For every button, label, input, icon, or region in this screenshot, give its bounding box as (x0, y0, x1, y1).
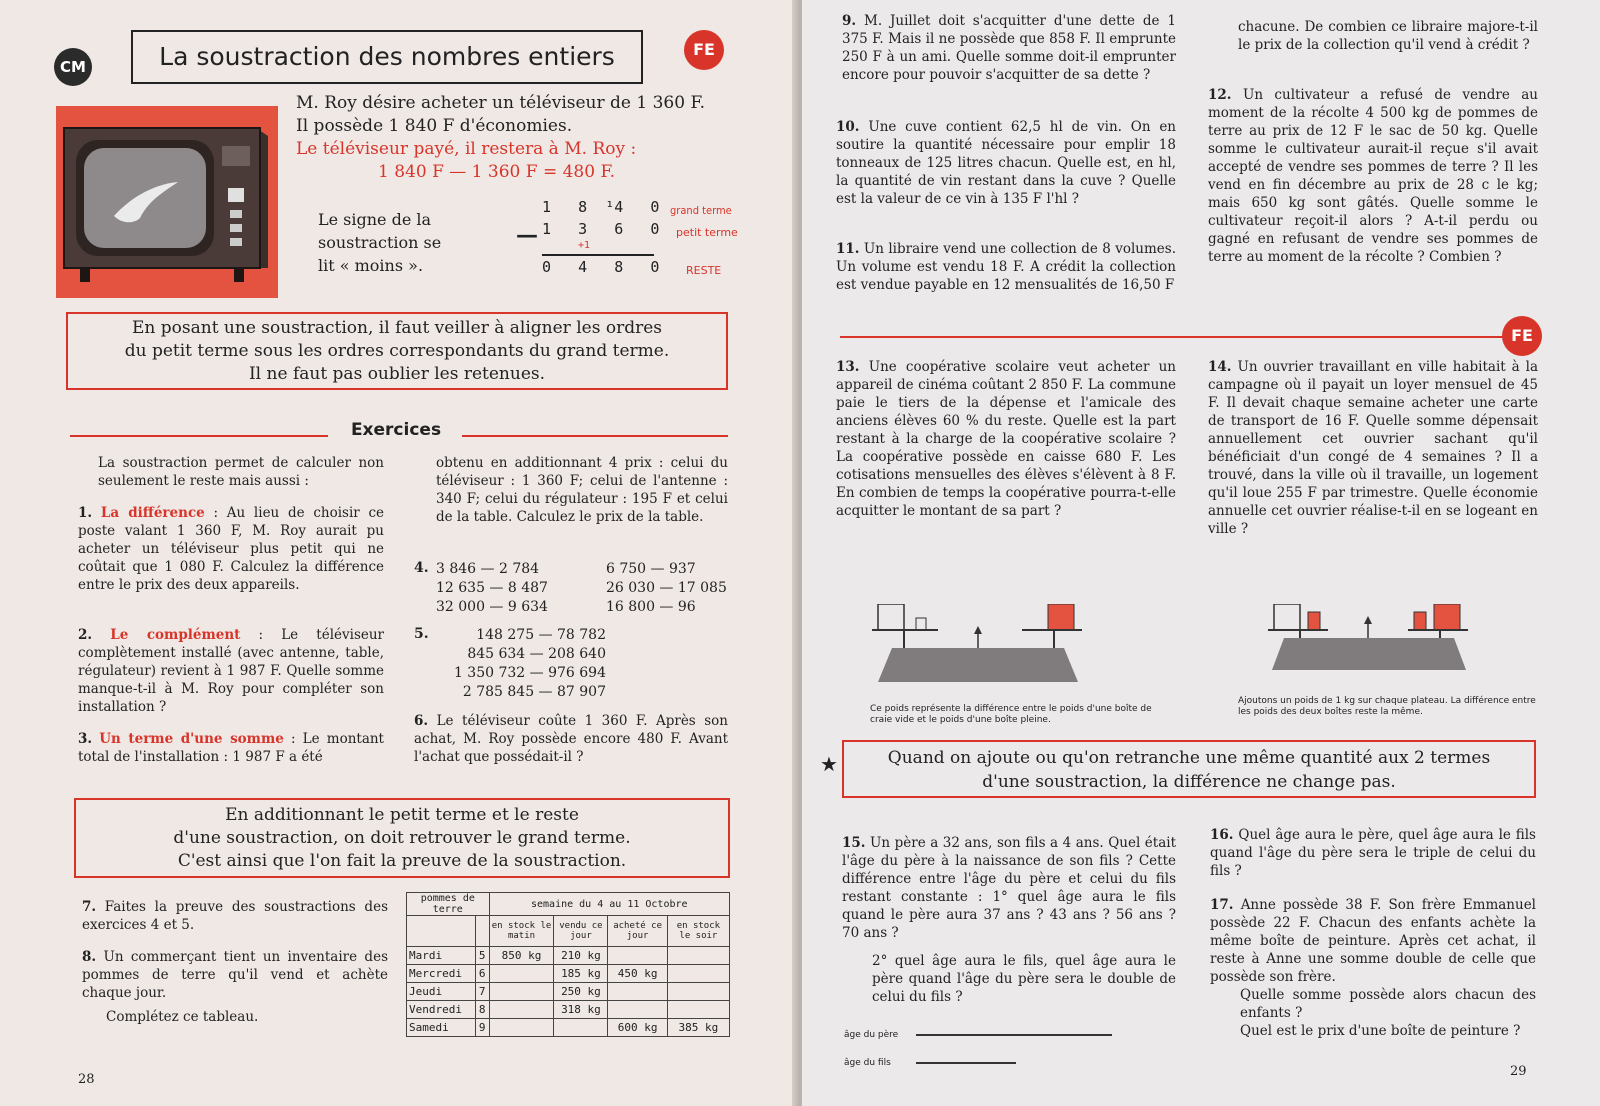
exercise-13: 13. Une coopérative scolaire veut acheter un appareil de cinéma coûtant 2 850 F. La commune paie le tiers de la dépense et l'amicale des anciens élèves 60 % du reste. Quelle est la part restant à la charge de la coopérative scolaire ? La coopérative possède en caisse 680 F. Les cotisations mensuelles des élèves s'élèvent à 8 F. En combien de temps la coopérative pourra-t-elle acquitter le montant de sa part ? (836, 359, 1176, 519)
rule1-line-1: En posant une soustraction, il faut veiller à aligner les ordres (132, 318, 662, 338)
age-fils-line (916, 1062, 1016, 1064)
label-reste: RESTE (686, 264, 722, 277)
star-icon: ★ (820, 752, 838, 776)
fe-badge: FE (684, 30, 724, 70)
intro-line-2: Il possède 1 840 F d'économies. (296, 116, 573, 136)
exercise-4-col-1: 3 846 — 2 784 12 635 — 8 487 32 000 — 9 634 (436, 561, 548, 615)
rule-box-alignment (66, 312, 728, 390)
page-number: 29 (1510, 1064, 1527, 1079)
exercise-2: 2. Le complément : Le téléviseur complètement installé (avec antenne, table, régulateur) revient à 1 987 F. Quelle somme manque-t-il à M. Roy pour compléter son installation ? (78, 627, 385, 715)
balance-illustration-1 (868, 604, 1098, 686)
label-grand-terme: grand terme (670, 204, 732, 217)
exercise-4-number: 4. (414, 560, 429, 576)
page-number: 28 (78, 1072, 95, 1087)
operation-carry: +1 (578, 240, 591, 251)
left-page (0, 0, 798, 1106)
exercise-10: 10. Une cuve contient 62,5 hl de vin. On en soutire la quantité nécessaire pour emplir 18 tonneaux de 125 litres chacun. Quelle est, en hl, la quantité de vin restant dans la cuve ? Quelle est la valeur de ce vin à 135 F l'hl ? (836, 119, 1176, 207)
table-row: Mercredi 6 185 kg 450 kg (407, 965, 730, 983)
exercise-7: 7. Faites la preuve des soustractions des exercices 4 et 5. (82, 899, 388, 933)
exercise-9: 9. M. Juillet doit s'acquitter d'une dette de 1 375 F. Mais il ne possède que 858 F. Il emprunte 250 F à un ami. Quelle somme doit-il emprunter encore pour pouvoir s'acquitter de sa dette ? (842, 13, 1176, 83)
exercise-12: 12. Un cultivateur a refusé de vendre au moment de la récolte 4 500 kg de pommes de terre au prix de 12 F le sac de 50 kg. Quelle somme le cultivateur aurait-il reçue s'il avait accepté de vendre ses pommes de terre ? Il les vend en fin décembre au prix de 28 c le kg; mais 650 kg sont gâtés. Quelle somme le cultivateur reçoit-il alors ? A-t-il perdu ou gagné en refusant de vendre ses pommes de terre au moment de la récolte ? Combien ? (1208, 87, 1538, 265)
rule2-line-2: d'une soustraction, on doit retrouver le grand terme. (173, 828, 631, 848)
exercices-intro: La soustraction permet de calculer non seulement le reste mais aussi : (98, 455, 384, 489)
table-row: Jeudi 7 250 kg (407, 983, 730, 1001)
right-page (802, 0, 1600, 1106)
operation-grand-terme: 1 8 ¹4 0 (542, 198, 660, 216)
exercise-16: 16. Quel âge aura le père, quel âge aura le fils quand l'âge du père sera le triple de celui du fils ? (1210, 827, 1536, 879)
exercise-15: 15. Un père a 32 ans, son fils a 4 ans. Quel était l'âge du père à la naissance de son fils ? Cette différence entre l'âge du père et celui du fils restant constante : 1° quel âge aura le fils quand le père aura 37 ans ? 43 ans ? 56 ans ? 70 ans ? 2° quel âge aura le fils, quel âge aura le père quand l'âge du père sera le double de celui du fils ? (842, 835, 1176, 1005)
label-age-fils: âge du fils (844, 1058, 891, 1068)
television-icon (56, 106, 278, 298)
rule3-line-1: Quand on ajoute ou qu'on retranche une même quantité aux 2 termes (887, 748, 1491, 768)
rule-box-difference (842, 740, 1536, 798)
fe-badge: FE (1502, 316, 1542, 356)
table-row: Mardi 5 850 kg 210 kg (407, 947, 730, 965)
sign-text: Le signe de la soustraction se lit « moins ». (318, 210, 442, 275)
exercise-11: 11. Un libraire vend une collection de 8 volumes. Un volume est vendu 18 F. A crédit la collection est vendue payable en 12 mensualités de 16,50 F (836, 241, 1176, 293)
exercise-14: 14. Un ouvrier travaillant en ville habitait à la campagne où il payait un loyer mensuel de 45 F. Il devait chaque semaine acheter une carte de transport de 16 F. Quelle somme dépensait annuellement cet ouvrier sachant qu'il bénéficiait d'un congé de 4 semaines ? Il a trouvé, dans la ville où il travaille, un logement qu'il loue 255 F par trimestre. Quelle économie annuelle cet ouvrier réalise-t-il en se logeant en ville ? (1208, 359, 1538, 537)
table-header-semaine: semaine du 4 au 11 Octobre (489, 893, 729, 916)
col-header: en stock le matin (489, 916, 554, 947)
caption-balance-1: Ce poids représente la différence entre le poids d'une boîte de craie vide et le poids d'une boîte pleine. (870, 704, 1152, 725)
rule1-line-3: Il ne faut pas oublier les retenues. (248, 364, 546, 384)
exercise-5-number: 5. (414, 626, 429, 642)
label-petit-terme: petit terme (676, 226, 738, 239)
exercise-17: 17. Anne possède 38 F. Son frère Emmanuel possède 22 F. Chacun des enfants achète la même boîte de peinture. Après cet achat, il reste à Anne une somme double de celle que possède son frère. Quelle somme possède alors chacun des enfants ? Quel est le prix d'une boîte de peinture ? (1210, 897, 1537, 1039)
col-header: en stock le soir (667, 916, 729, 947)
exercise-8: 8. Un commerçant tient un inventaire des pommes de terre qu'il vend et achète chaque jour. Complétez ce tableau. (82, 949, 388, 1025)
cm-badge: CM (54, 48, 92, 86)
inventory-table (406, 892, 730, 1037)
caption-balance-2: Ajoutons un poids de 1 kg sur chaque plateau. La différence entre les poids des deux boîtes reste la même. (1238, 696, 1536, 717)
col-header: acheté ce jour (608, 916, 667, 947)
table-row: Samedi 9 600 kg 385 kg (407, 1019, 730, 1037)
col-header: vendu ce jour (554, 916, 608, 947)
label-age-pere: âge du père (844, 1030, 899, 1040)
intro-line-1: M. Roy désire acheter un téléviseur de 1 360 F. (296, 93, 706, 113)
exercise-3: 3. Un terme d'une somme : Le montant total de l'installation : 1 987 F a été (78, 731, 384, 765)
exercise-3-continued: obtenu en additionnant 4 prix : celui du téléviseur : 1 360 F; celui de l'antenne : 340 F; celui du régulateur : 195 F et celui de la table. Calculez le prix de la table. (436, 455, 728, 525)
table-header-pommes: pommes de terre (407, 893, 490, 916)
exercices-heading: Exercices (350, 420, 442, 440)
intro-line-4: 1 840 F — 1 360 F = 480 F. (378, 162, 615, 182)
rule2-line-1: En additionnant le petit terme et le reste (225, 805, 579, 825)
rule-box-preuve (74, 798, 730, 878)
minus-sign: — (516, 222, 538, 248)
intro-line-3: Le téléviseur payé, il restera à M. Roy : (296, 139, 637, 159)
operation-reste: 0 4 8 0 (542, 258, 660, 276)
exercise-6: 6. Le téléviseur coûte 1 360 F. Après son achat, M. Roy possède encore 480 F. Avant l'achat que possédait-il ? (414, 713, 728, 765)
exercise-4-col-2: 6 750 — 937 26 030 — 17 085 16 800 — 96 (606, 561, 727, 615)
rule1-line-2: du petit terme sous les ordres correspondants du grand terme. (124, 341, 670, 361)
tv-illustration (56, 106, 278, 298)
rule3-line-2: d'une soustraction, la différence ne change pas. (982, 772, 1396, 792)
age-pere-line (916, 1034, 1112, 1036)
page-title: La soustraction des nombres entiers (131, 30, 643, 84)
exercise-5: 148 275 — 78 782 845 634 — 208 640 1 350 732 — 976 694 2 785 845 — 87 907 (453, 627, 606, 700)
operation-petit-terme: 1 3 6 0 (542, 220, 660, 238)
table-row: Vendredi 8 318 kg (407, 1001, 730, 1019)
rule2-line-3: C'est ainsi que l'on fait la preuve de la soustraction. (177, 851, 627, 871)
exercise-1: 1. La différence : Au lieu de choisir ce poste valant 1 360 F, M. Roy aurait pu acheter un téléviseur plus petit qui ne coûtait que 1 080 F. Calculez la différence entre le prix des deux appareils. (78, 505, 384, 593)
intro-text (296, 92, 736, 184)
balance-illustration-2 (1268, 604, 1498, 686)
exercise-11-continued: chacune. De combien ce libraire majore-t-il le prix de la collection qu'il vend à crédit ? (1238, 19, 1538, 53)
